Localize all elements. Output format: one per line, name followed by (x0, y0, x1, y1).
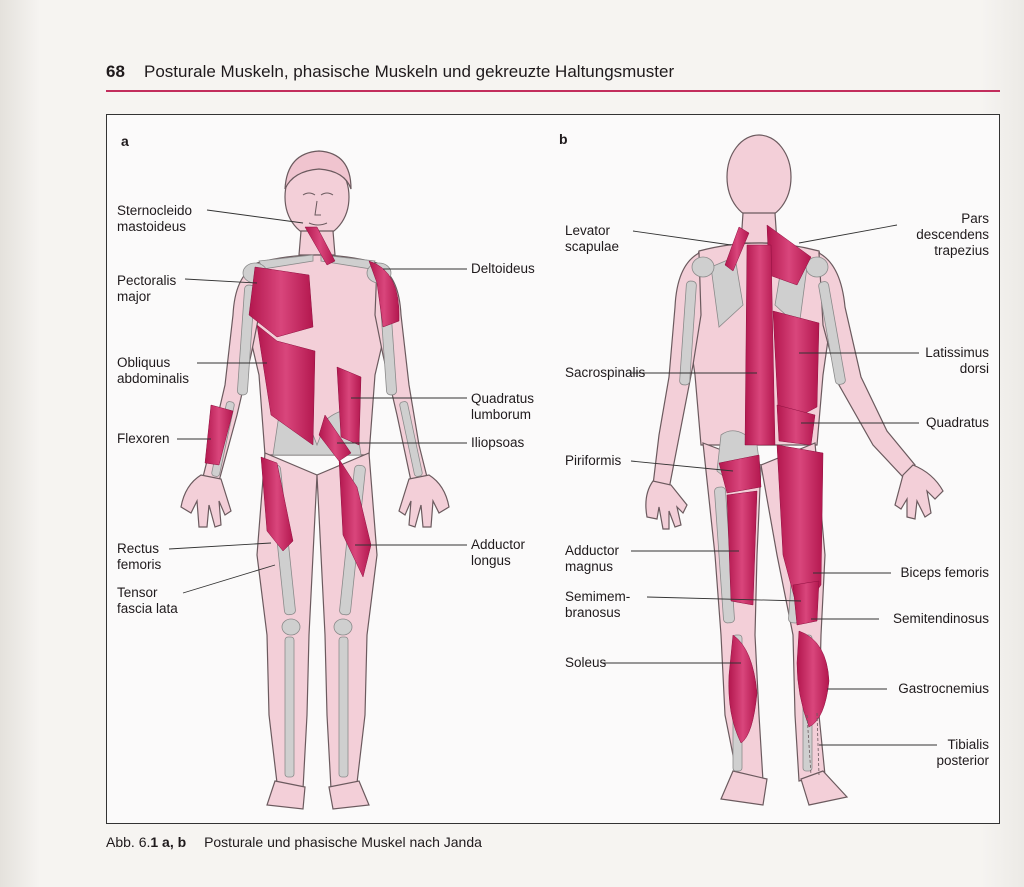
adductor-magnus-muscle (727, 491, 757, 605)
label-piriformis: Piriformis (565, 453, 622, 468)
front-body-figure (181, 151, 449, 809)
panel-letter-b: b (559, 131, 568, 147)
label-flexoren: Flexoren (117, 431, 170, 446)
label-deltoideus: Deltoideus (471, 261, 535, 276)
label-rectus: Rectus femoris (117, 541, 162, 572)
label-latissimus: Latissimus dorsi (925, 345, 989, 376)
label-semimembranosus: Semimem- branosus (565, 589, 631, 620)
semitendinosus-muscle (793, 581, 819, 625)
label-adductor-magnus: Adductor magnus (565, 543, 620, 574)
label-gastrocnemius: Gastrocnemius (898, 681, 989, 696)
label-levator: Levator scapulae (565, 223, 620, 254)
front-hand-right (181, 475, 231, 527)
label-biceps: Biceps femoris (900, 565, 989, 580)
back-foot-right (801, 771, 847, 805)
back-hand-left (646, 481, 687, 529)
label-semitendinosus: Semitendinosus (892, 611, 989, 626)
label-quadratus-lumborum: Quadratus lumborum (471, 391, 535, 422)
running-title: Posturale Muskeln, phasische Muskeln und gekreuzte Haltungsmuster (144, 62, 675, 81)
label-pectoralis: Pectoralis major (117, 273, 177, 304)
label-iliopsoas: Iliopsoas (471, 435, 525, 450)
figure-caption (106, 834, 482, 850)
page-number: 68 (106, 62, 125, 81)
label-obliquus: Obliquus abdominalis (117, 355, 190, 386)
label-quadratus: Quadratus (925, 415, 989, 430)
label-tibialis: Tibialis posterior (936, 737, 989, 768)
label-sacrospinalis: Sacrospinalis (565, 365, 646, 380)
label-sternocleido: Sternocleido mastoideus (117, 203, 193, 234)
back-head (727, 135, 791, 219)
label-soleus: Soleus (565, 655, 607, 670)
label-pars-descendens: Pars descendens trapezius (916, 211, 989, 258)
sacrospinalis-muscle (745, 245, 775, 445)
quadratus-lumborum-muscle (337, 367, 361, 445)
panel-letter-a: a (121, 133, 129, 149)
running-header (106, 60, 1000, 92)
label-adductor-longus: Adductor longus (471, 537, 526, 568)
figure-frame (106, 114, 1000, 824)
label-tensor: Tensor fascia lata (117, 585, 178, 616)
caption-text: Posturale und phasische Muskel nach Janda (204, 834, 482, 850)
front-hand-left (399, 475, 449, 527)
figure-number: Abb. 6.1 a, b (106, 834, 187, 850)
front-foot-left (329, 781, 369, 809)
anatomy-illustration (107, 115, 999, 823)
